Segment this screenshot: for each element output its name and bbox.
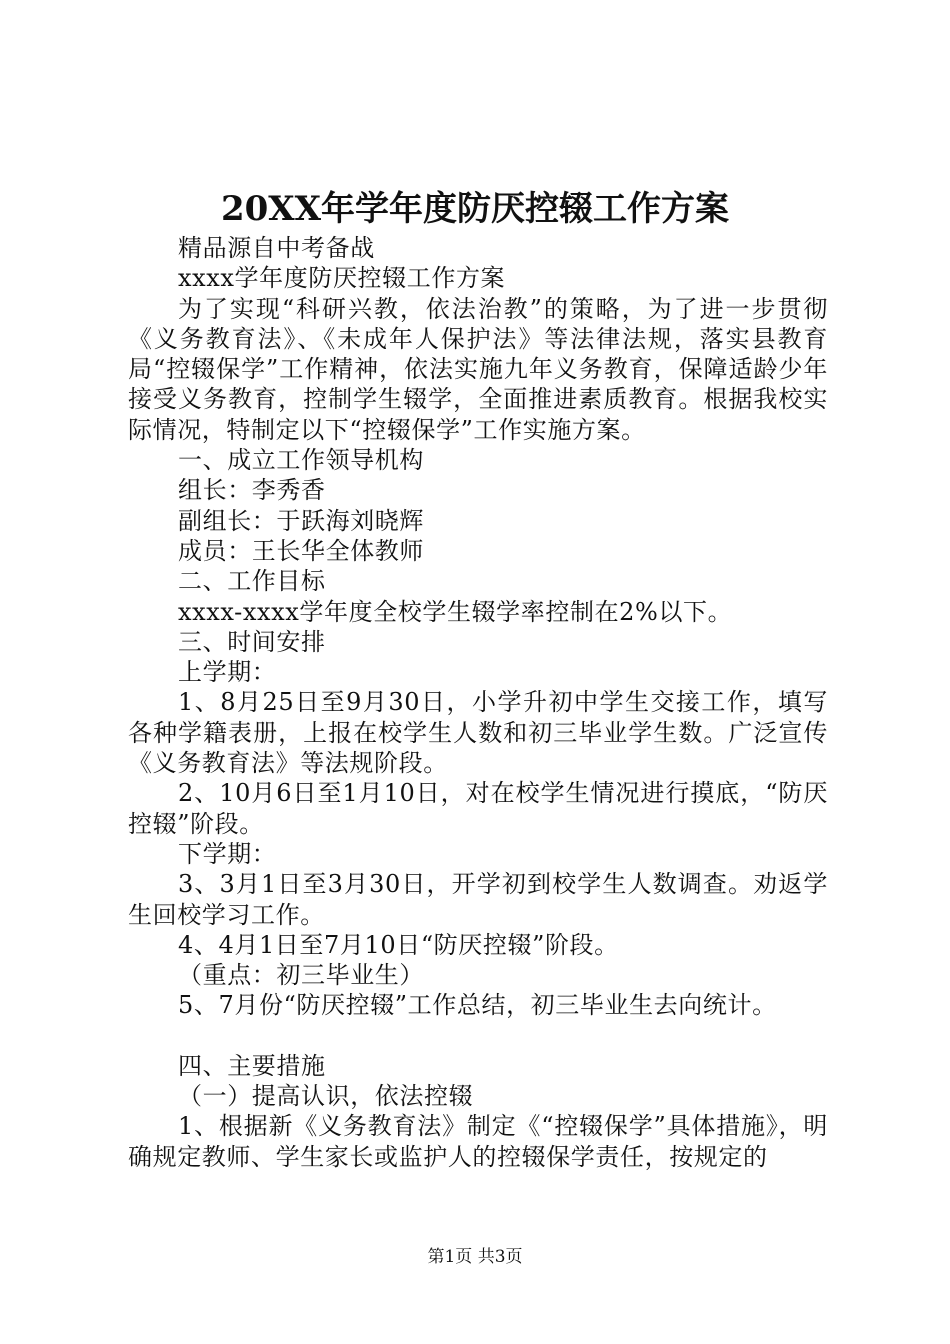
- paragraph-schedule-item-4: 4、4月1日至7月10日“防厌控辍”阶段。: [178, 930, 619, 959]
- section-heading-measures: 四、主要措施: [178, 1051, 326, 1080]
- document-title: 20XX年学年度防厌控辍工作方案: [220, 189, 730, 229]
- paragraph-introduction: 为了实现“科研兴教，依法治教”的策略，为了进一步贯彻《义务教育法》、《未成年人保护法》等法律法规，落实县教育局“控辍保学”工作精神，依法实施九年义务教育，保障适龄少年接受义务教育，控制学生辍学，全面推进素质教育。根据我校实际情况，特制定以下“控辍保学”工作实施方案。: [128, 294, 828, 444]
- paragraph-members: 成员：王长华全体教师: [178, 536, 424, 565]
- paragraph-group-leader: 组长：李秀香: [178, 476, 326, 505]
- paragraph-goal-detail: xxxx-xxxx学年度全校学生辍学率控制在2%以下。: [178, 597, 733, 626]
- paragraph-schedule-item-2: 2、10月6日至1月10日，对在校学生情况进行摸底，“防厌控辍”阶段。: [128, 779, 828, 838]
- paragraph-schedule-item-5: 5、7月份“防厌控辍”工作总结，初三毕业生去向统计。: [178, 991, 777, 1020]
- blank-line: [128, 1021, 828, 1051]
- section-heading-goals: 二、工作目标: [178, 567, 326, 596]
- paragraph-subtitle: xxxx学年度防厌控辍工作方案: [178, 264, 506, 293]
- paragraph-schedule-item-3: 3、3月1日至3月30日，开学初到校学生人数调查。劝返学生回校学习工作。: [128, 870, 828, 929]
- paragraph-first-semester: 上学期：: [178, 658, 277, 687]
- paragraph-deputy-leader: 副组长：于跃海刘晓辉: [178, 506, 424, 535]
- paragraph-schedule-item-1: 1、8月25日至9月30日，小学升初中学生交接工作，填写各种学籍表册，上报在校学生人数和初三毕业学生数。广泛宣传《义务教育法》等法规阶段。: [128, 688, 828, 778]
- document-body: [128, 233, 828, 1172]
- section-heading-leadership: 一、成立工作领导机构: [178, 446, 424, 475]
- paragraph-second-semester: 下学期：: [178, 839, 277, 868]
- paragraph-source-note: 精品源自中考备战: [178, 234, 375, 262]
- section-heading-schedule: 三、时间安排: [178, 627, 326, 656]
- subsection-heading-awareness: （一）提高认识，依法控辍: [178, 1082, 474, 1111]
- paragraph-measure-item-1: 1、根据新《义务教育法》制定《“控辍保学”具体措施》，明确规定教师、学生家长或监护人的控辍保学责任，按规定的: [128, 1112, 828, 1171]
- page-footer: 第1页 共3页: [427, 1247, 523, 1267]
- paragraph-focus-note: （重点：初三毕业生）: [178, 961, 424, 990]
